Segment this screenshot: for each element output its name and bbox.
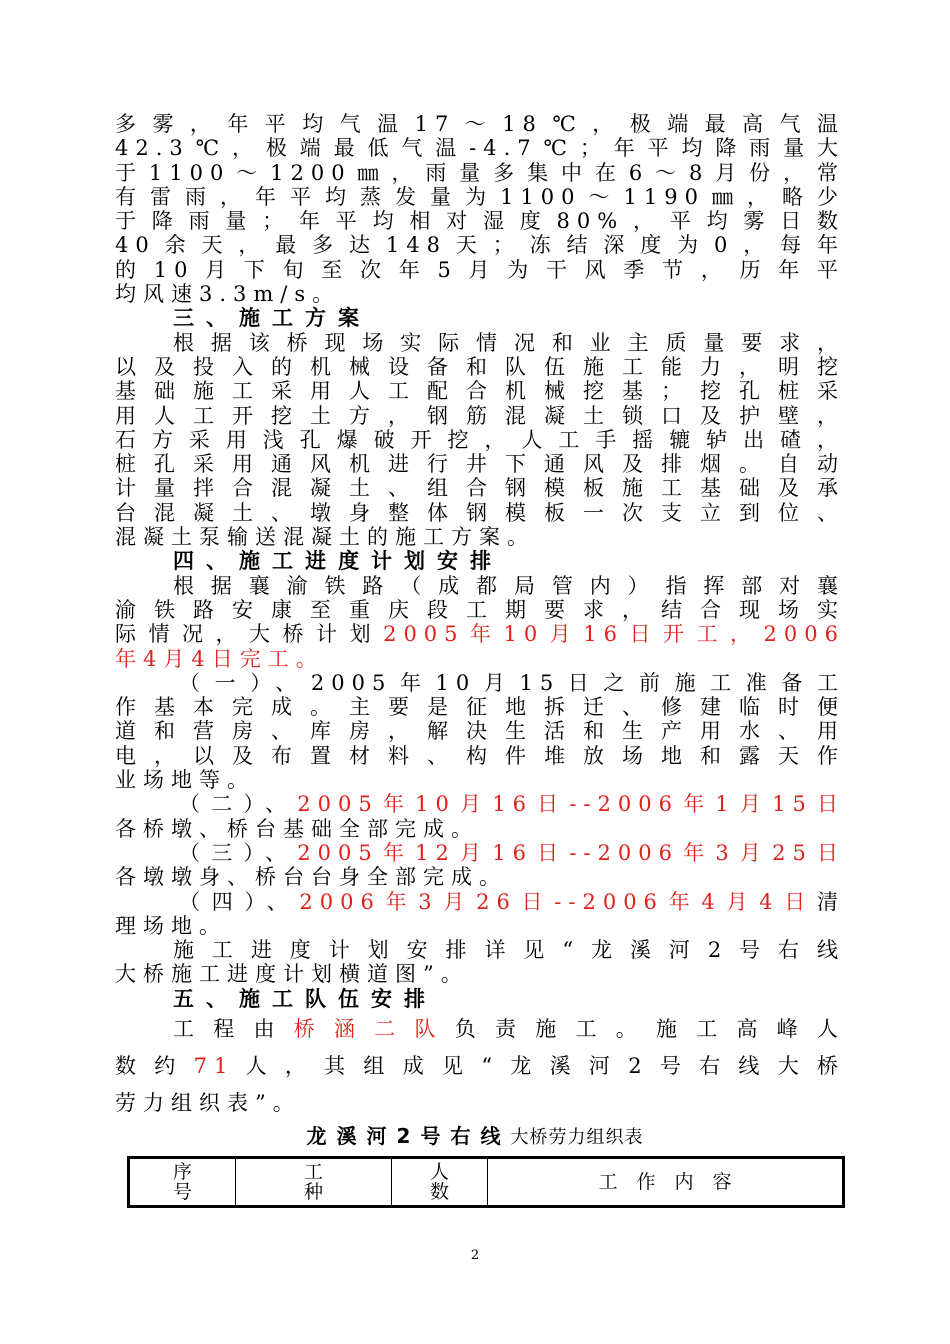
paragraph-line [115,1048,845,1085]
document-body [115,112,845,1122]
caption-normal: 大桥劳力组织表 [510,1127,644,1148]
paragraph-line: 计量拌合混凝土、组合钢模板施工基础及承 [115,476,845,501]
paragraph-line [115,622,845,646]
paragraph-line [115,841,845,865]
paragraph-line: 以及投入的机械设备和队伍施工能力，明挖 [115,354,845,379]
paragraph-line: 根据襄渝铁路（成都局管内）指挥部对襄 [173,573,845,598]
section-heading: 三、施工方案 [173,306,371,331]
header-cell-count: 人数 [392,1158,488,1207]
paragraph-line: 用人工开挖土方，钢筋混凝土锁口及护壁， [115,403,845,428]
header-cell-trade: 工种 [236,1158,392,1207]
paragraph-line: 业场地等。 [115,768,255,793]
paragraph-line: 各桥墩、桥台基础全部完成。 [115,816,479,841]
paragraph-line: 作基本完成。主要是征地拆迁、修建临时便 [115,695,845,720]
paragraph-line: 石方采用浅孔爆破开挖，人工手摇辘轳出碴， [115,427,845,452]
paragraph-line: 劳力组织表”。 [115,1090,301,1115]
paragraph-line [115,792,845,816]
plain-text: 负责施工。施工高峰人 [454,1016,845,1041]
paragraph-line: 各墩墩身、桥台台身全部完成。 [115,865,507,890]
paragraph-line: 混凝土泵输送混凝土的施工方案。 [115,525,535,550]
climate-line: 40余天，最多达148天；冻结深度为0，每年 [115,233,845,258]
paragraph-line: 道和营房、库房，解决生活和生产用水、用 [115,719,845,744]
paragraph-line: 大桥施工进度计划横道图”。 [115,962,469,987]
paragraph-line: 基础施工采用人工配合机械挖基；挖孔桩采 [115,379,845,404]
paragraph-line: 台混凝土、墩身整体钢模板一次支立到位、 [115,500,845,525]
section-heading: 五、施工队伍安排 [173,986,437,1011]
plain-text: （四）、 [179,889,300,914]
table-caption [0,1120,950,1149]
plain-text: 人，其组成见“龙溪河2号右线大桥 [234,1053,845,1078]
plain-text: 工程由 [173,1016,294,1041]
schedule-highlight: 2005年10月16日开工，2006 [383,622,845,647]
schedule-highlight: 年4月4日完工。 [115,646,324,671]
climate-line: 于1100～1200㎜，雨量多集中在6～8月份，常 [115,160,845,185]
climate-line: 多雾，年平均气温17～18℃，极端最高气温 [115,112,845,136]
caption-bold: 龙溪河2号右线 [306,1124,511,1148]
paragraph-line: 理场地。 [115,913,227,938]
plain-text: （三）、 [179,840,298,865]
schedule-highlight: 2005年12月16日--2006年3月25日 [297,840,846,865]
team-highlight: 桥涵二队 [293,1016,455,1041]
climate-line: 有雷雨，年平均蒸发量为1100～1190㎜，略少 [115,184,845,209]
schedule-highlight: 2005年10月16日--2006年1月15日 [297,792,846,817]
climate-line: 的10月下旬至次年5月为干风季节，历年平 [115,257,845,282]
paragraph-line: 渝铁路安康至重庆段工期要求，结合现场实 [115,597,845,622]
climate-line: 42.3℃，极端最低气温-4.7℃；年平均降雨量大 [115,136,845,161]
section-heading: 四、施工进度计划安排 [173,549,503,574]
climate-line: 于降雨量；年平均相对湿度80%，平均雾日数 [115,209,845,234]
plain-text: （二）、 [179,792,298,817]
table-header-row [129,1158,844,1207]
page-number: 2 [470,1248,480,1263]
paragraph-line: 电，以及布置材料、构件堆放场地和露天作 [115,743,845,768]
paragraph-line: 施工进度计划安排详见“龙溪河2号右线 [173,938,845,963]
paragraph-line: 桩孔采用通风机进行井下通风及排烟。自动 [115,452,845,477]
climate-line: 均风速3.3m/s。 [115,282,341,307]
paragraph-line: 根据该桥现场实际情况和业主质量要求， [173,330,845,355]
plain-text: 清 [817,889,845,914]
paragraph-line: （一）、2005年10月15日之前施工准备工 [179,670,845,695]
schedule-highlight: 2006年3月26日--2006年4月4日 [299,889,817,914]
headcount-highlight: 71 [193,1053,235,1078]
header-cell-work: 工 作 内 容 [488,1158,844,1207]
paragraph-line [115,890,845,914]
plain-text: 际情况，大桥计划 [115,622,384,647]
labor-organization-table [127,1156,845,1208]
plain-text: 数约 [115,1053,194,1078]
paragraph-line [115,1011,845,1048]
header-cell-seq: 序号 [129,1158,236,1207]
